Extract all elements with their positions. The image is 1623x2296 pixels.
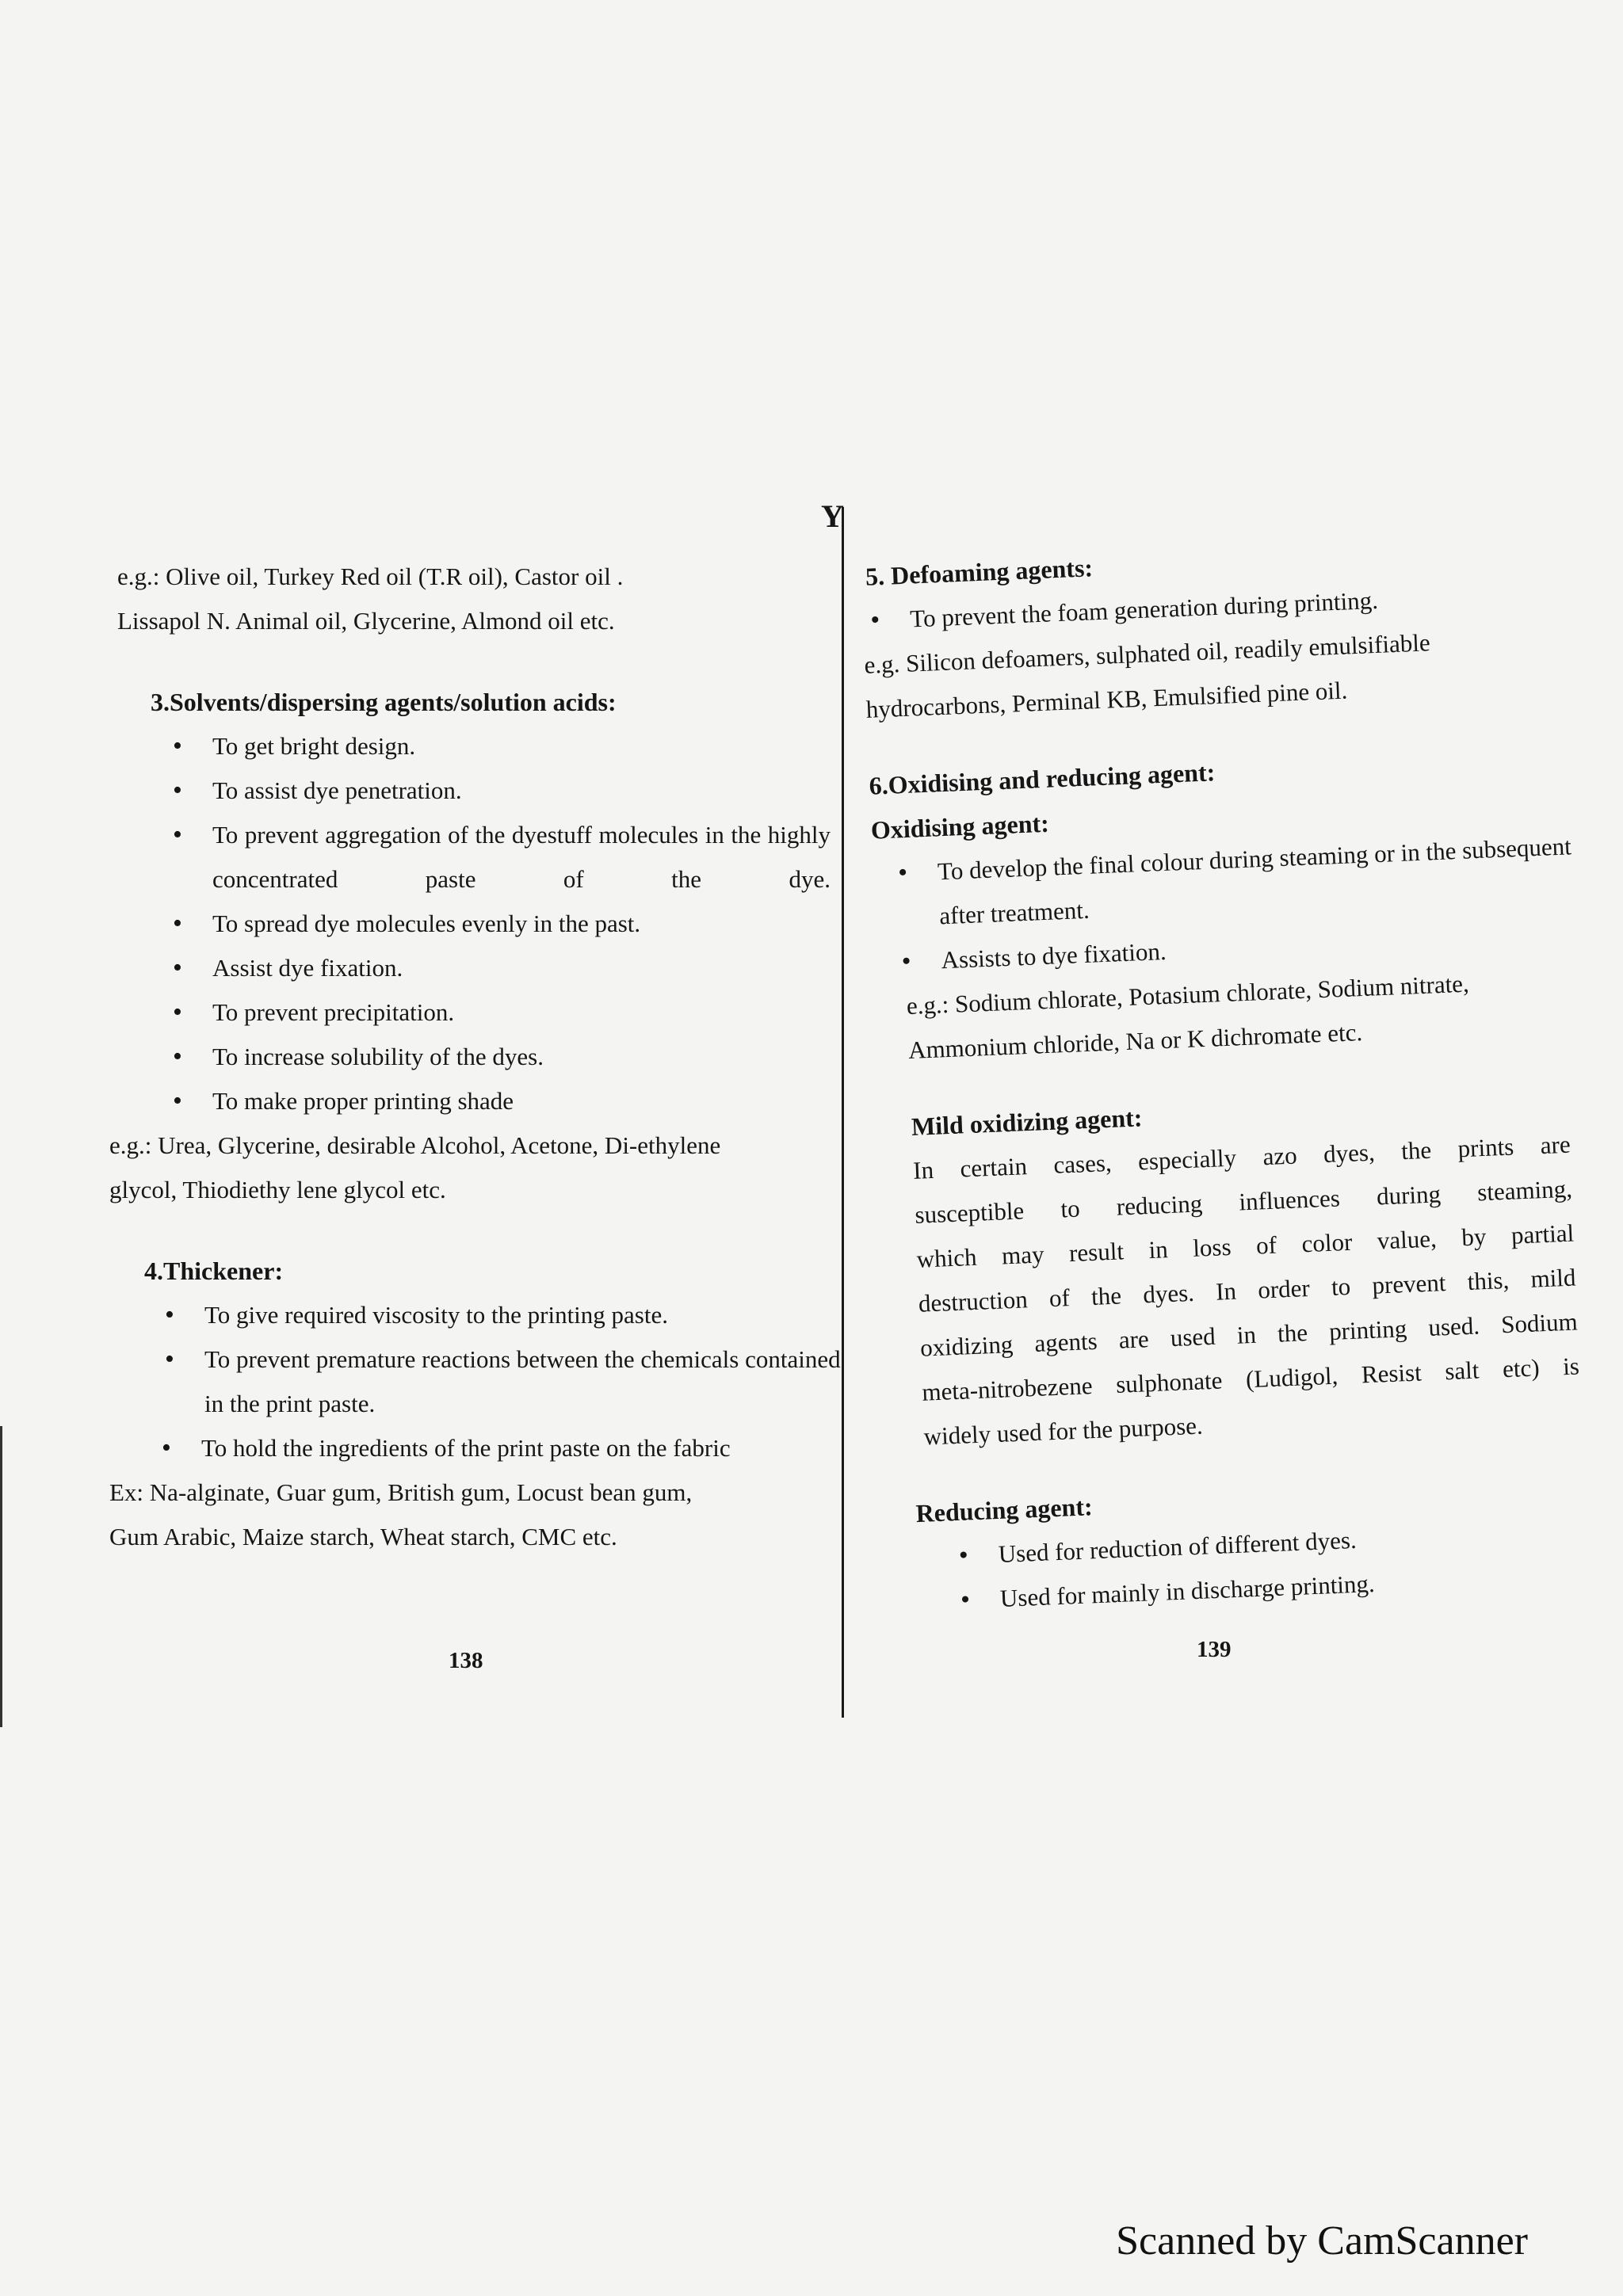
page-138 xyxy=(109,555,841,1559)
sub-heading-mild: Mild oxidizing agent: xyxy=(911,1103,1144,1141)
page-number-left: 138 xyxy=(449,1648,483,1673)
scanner-watermark: Scanned by CamScanner xyxy=(1116,2218,1528,2264)
list-item: • To give required viscosity to the printing paste. xyxy=(157,1293,831,1337)
list-item: • To increase solubility of the dyes. xyxy=(165,1035,831,1079)
mild-paragraph xyxy=(912,1123,1582,1459)
text-line: e.g.: Olive oil, Turkey Red oil (T.R oil), Castor oil . xyxy=(117,563,624,590)
spine-mark: Y xyxy=(821,498,844,534)
list-item: • To get bright design. xyxy=(165,724,831,769)
text-line: susceptible to reducing influences during steaming, xyxy=(914,1174,1573,1229)
section-heading-5: 5. Defoaming agents: xyxy=(865,553,1094,591)
text-line: e.g.: Sodium chlorate, Potasium chlorate, Sodium nitrate, xyxy=(906,969,1470,1020)
text-line: Lissapol N. Animal oil, Glycerine, Almond oil etc. xyxy=(117,607,615,635)
text-line: e.g.: Urea, Glycerine, desirable Alcohol, Acetone, Di-ethylene xyxy=(109,1131,721,1159)
section-heading-6: 6.Oxidising and reducing agent: xyxy=(868,757,1216,800)
text-line: oxidizing agents are used in the printing used. Sodium xyxy=(919,1307,1579,1362)
list-item: • To assist dye penetration. xyxy=(165,769,831,813)
text-line: glycol, Thiodiethy lene glycol etc. xyxy=(109,1176,446,1203)
text-line: Ex: Na-alginate, Guar gum, British gum, Locust bean gum, xyxy=(109,1478,693,1506)
page-139 xyxy=(860,526,1616,1625)
list-item: • To develop the final colour during steaming or in the subsequent after treatment. xyxy=(889,823,1590,940)
page-number-right: 139 xyxy=(1197,1637,1232,1662)
list-item: • To prevent premature reactions between the chemicals contained in the print paste. xyxy=(157,1337,854,1426)
text-line: e.g. Silicon defoamers, sulphated oil, readily emulsifiable xyxy=(863,628,1431,679)
list-item: • To prevent aggregation of the dyestuff molecules in the highly concentrated paste of the dye. xyxy=(165,813,831,902)
text-line: In certain cases, especially azo dyes, the prints are xyxy=(912,1130,1571,1184)
page-edge xyxy=(0,1426,2,1727)
list-item: • Used for mainly in discharge printing. xyxy=(952,1552,1616,1623)
book-spine xyxy=(842,507,844,1718)
list-item: • Assists to dye fixation. xyxy=(893,912,1591,984)
text-line: Ammonium chloride, Na or K dichromate etc. xyxy=(907,1018,1363,1065)
text-line: widely used for the purpose. xyxy=(923,1411,1204,1451)
text-line: meta-nitrobezene sulphonate (Ludigol, Resist salt etc) is xyxy=(921,1352,1580,1406)
text-line: Gum Arabic, Maize starch, Wheat starch, CMC etc. xyxy=(109,1523,617,1550)
list-item: • Assist dye fixation. xyxy=(165,946,831,990)
list-item: • To prevent precipitation. xyxy=(165,990,831,1035)
list-item: • Used for reduction of different dyes. xyxy=(950,1508,1614,1579)
list-item: • To hold the ingredients of the print paste on the fabric xyxy=(154,1426,831,1470)
text-line: destruction of the dyes. In order to prevent this, mild xyxy=(918,1263,1577,1318)
list-item: • To prevent the foam generation during printing. xyxy=(861,570,1576,643)
text-line: hydrocarbons, Perminal KB, Emulsified pine oil. xyxy=(865,676,1348,723)
list-item: • To make proper printing shade xyxy=(165,1079,831,1123)
text-line: which may result in loss of color value, by partial xyxy=(916,1219,1575,1273)
sub-heading-reducing: Reducing agent: xyxy=(915,1492,1094,1528)
sub-heading-oxidising: Oxidising agent: xyxy=(870,808,1050,845)
section-heading-4: 4.Thickener: xyxy=(144,1257,284,1285)
section-heading-3: 3.Solvents/dispersing agents/solution acids: xyxy=(151,688,617,716)
list-item: • To spread dye molecules evenly in the past. xyxy=(165,902,831,946)
